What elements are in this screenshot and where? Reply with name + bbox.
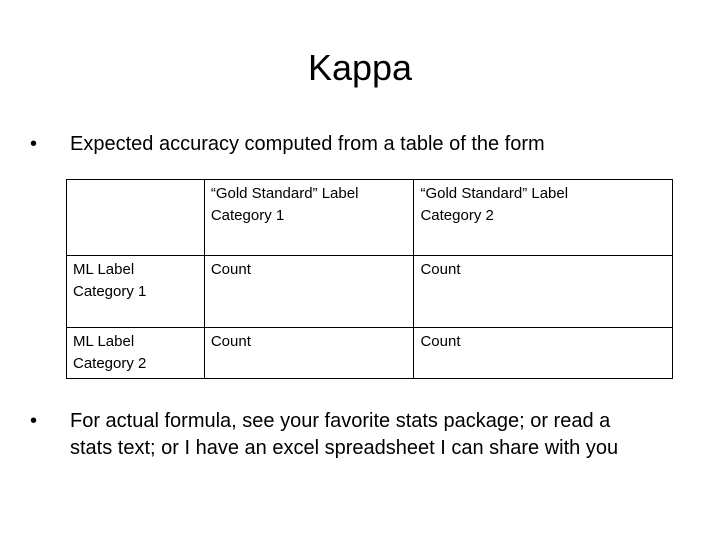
bullet-marker: •: [30, 410, 38, 432]
bullet-item-expected-accuracy: [30, 131, 690, 158]
table-header-gold-category-1: [204, 180, 414, 256]
bullet-text: Expected accuracy computed from a table of the form: [70, 133, 545, 155]
contingency-table: [66, 179, 673, 379]
table-row: [67, 328, 673, 379]
table-cell-count: Count: [414, 328, 673, 379]
row-category-text: Category 2: [73, 355, 147, 372]
row-label-text: ML Label: [73, 261, 135, 278]
row-label-ml-category-1: [67, 256, 205, 328]
bullet-text: [70, 408, 690, 462]
slide-title: Kappa: [307, 47, 413, 88]
header-category-text: Category 1: [210, 207, 285, 224]
bullet-item-actual-formula: [30, 408, 690, 462]
bullet-text-line: For actual formula, see your favorite stats package; or read a: [70, 410, 611, 432]
table-cell-count: Count: [204, 328, 414, 379]
row-category-text: Category 1: [73, 283, 147, 300]
table-header-row: [67, 180, 673, 256]
row-label-text: ML Label: [73, 333, 135, 350]
table-cell-count: Count: [414, 256, 673, 328]
table-corner-cell: [67, 180, 205, 256]
table-header-gold-category-2: [414, 180, 673, 256]
bullet-text-line: stats text; or I have an excel spreadsheet I can share with you: [70, 437, 619, 459]
row-label-ml-category-2: [67, 328, 205, 379]
header-category-text: Category 2: [420, 207, 494, 224]
header-label-text: “Gold Standard” Label: [210, 185, 359, 202]
bullet-marker: •: [30, 133, 38, 155]
table-row: [67, 256, 673, 328]
header-label-text: “Gold Standard” Label: [420, 185, 569, 202]
table-cell-count: Count: [204, 256, 414, 328]
